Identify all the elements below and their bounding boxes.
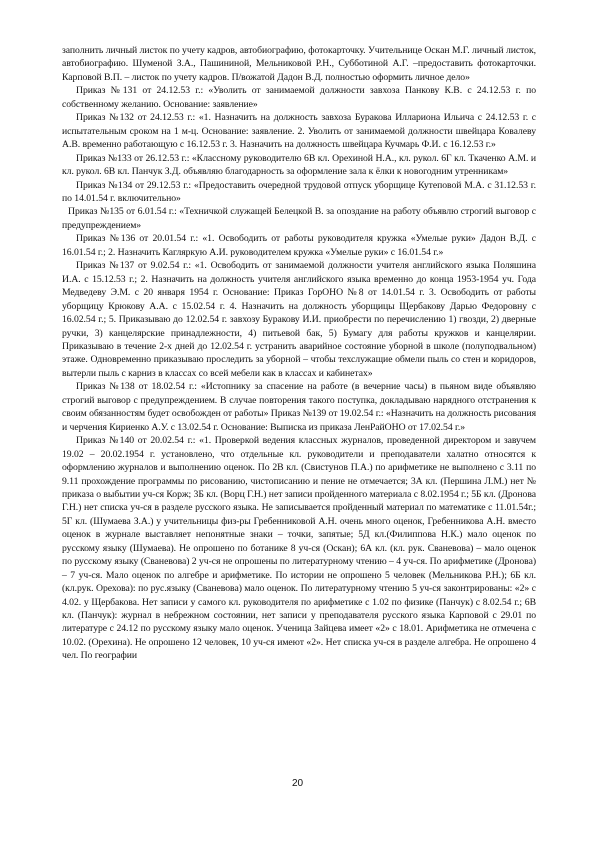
paragraph-continuation: заполнить личный листок по учету кадров, автобиографию, фотокарточку. Учительнице Оскан М.Г. личный листок, автобиографию. Шуменой З.А., Пашининой, Мельниковой Р.Н., Субботиной А.Г. –предоставить фотокарточки. Карповой В.П. – листок по учету кадров. П/вожатой Дадон В.Д. полностью оформить личное дело» bbox=[62, 45, 536, 83]
document-page bbox=[62, 44, 536, 663]
paragraph-order-133: Приказ №133 от 26.12.53 г.: «Классному руководителю 6В кл. Орехиной Н.А., кл. рукол. 6Г кл. Ткаченко А.М. и кл. рукол. 6В кл. Панчук З.Д. объявляю благодарность за оформление зала к ёлки к новогодним утренникам» bbox=[62, 152, 536, 178]
paragraph-order-135: Приказ №135 от 6.01.54 г.: «Техничкой служащей Белецкой В. за опоздание на работу объявлю строгий выговор с предупреждением» bbox=[62, 206, 536, 231]
paragraph-order-131: Приказ №131 от 24.12.53 г.: «Уволить от занимаемой должности завхоза Панкову К.В. с 24.12.53 г. по собственному желанию. Основание: заявление» bbox=[62, 85, 536, 110]
paragraph-order-132: Приказ №132 от 24.12.53 г.: «1. Назначить на должность завхоза Буракова Иллариона Ильича с 24.12.53 г. с испытательным сроком на 1 м-ц. Основание: заявление. 2. Уволить от занимаемой должности швейцара Ковалеву А.В. временно работающую с 16.12.53 г. 3. Назначить на должность швейцара Кучмарь Ф.И. с 16.12.53 г.» bbox=[62, 112, 536, 151]
paragraph-order-137: Приказ №137 от 9.02.54 г.: «1. Освободить от занимаемой должности учителя английского языка Поляшина И.А. с 15.12.53 г.; 2. Назначить на должность учителя английского языка временно до конца 1953-1954 уч. Года Медведеву Э.М. с 20 января 1954 г. Основание: Приказ ГорОНО №8 от 14.01.54 г. 3. Освободить от работы уборщицу Крюкову А.А. с 15.02.54 г. 4. Назначить на должность уборщицы Щербакову Дарью Федоровну с 16.02.54 г.; 5. Приказываю до 12.02.54 г. завхозу Буракову И.И. приобрести по перечислению 1) гвозди, 2) дверные ручки, 3) канцелярские принадлежности, 4) питьевой бак, 5) Бумагу для работы кружков и канцелярии. Приказываю в течение 2-х дней до 12.02.54 г. устранить аварийное состояние уборной в школе (полуподвальном) этаже. Одновременно приказываю проследить за уборной – чтобы техслужащие обмели пыль со стен и коридоров, вытерли пыль с карниз в классах со всей мебели как в классах и кабинетах» bbox=[62, 260, 536, 379]
paragraph-order-138-139: Приказ №138 от 18.02.54 г.: «Истопнику за спасение на работе (в вечерние часы) в пьяном виде объявляю строгий выговор с предупреждением. В случае повторения такого поступка, докладываю нарядного отстранения к своим обязанностям будет освобожден от работы» Приказ №139 от 19.02.54 г.: «Назначить на должность рисования и черчения Кириенко А.У. с 13.02.54 г. Основание: Выписка из приказа ЛенРайОНО от 17.02.54 г.» bbox=[62, 381, 536, 433]
paragraph-order-140: Приказ №140 от 20.02.54 г.: «1. Проверкой ведения классных журналов, проведенной директором и завучем 19.02 – 20.02.1954 г. установлено, что отдельные кл. руководители и преподаватели халатно относятся к оформлению журналов и выполнению оценок. По 2В кл. (Свистунов П.А.) по арифметике не выполнено с 3.11 по 9.11 прохождение программы по рисованию, чистописанию и пение не отмечается; 3А кл. (Першина Л.М.) нет № приказа о выбытии уч-ся Корж; 3Б кл. (Ворц Г.Н.) нет записи пройденного материала с 8.02.1954 г.; 5Б кл. (Дронова Г.Н.) нет списка уч-ся в разделе русского языка. Не записывается пройденный материал по математике с 11.01.54г.; 5Г кл. (Шумаева З.А.) у учительницы физ-ры Гребенниковой А.Н. очень много оценок, Гребенникова А.Н. вместо оценок в журнале выставляет непонятные знаки – точки, запятые; 5Д кл.(Филиппова Н.К.) мало оценок по русскому языку (Шумаева). Не опрошено по ботанике 8 уч-ся (Оскан); 6А кл. (кл. рук. Сваневова) – мало оценок по русскому языку (Сваневова) 2 уч-ся не опрошены по литературному чтению – 4 уч-ся. По арифметике (Дронова) – 7 уч-ся. Мало оценок по алгебре и арифметике. По истории не опрошено 5 человек (Мельникова Р.Н.); 6Б кл. (кл.рук. Орехова): по рус.языку (Сваневова) мало оценок. По литературному чтению 5 уч-ся законтрированы: «2» с 4.02. у Щербакова. Нет записи у самого кл. руководителя по арифметике с 1.02 по физике (Панчук) с 8.02.54 г.; 6В кл. (Панчук): журнал в небрежном состоянии, нет записи у преподавателя русского языка Карповой с 29.01 по литературе с 24.12 по русскому языку мало оценок. Ученица Зайцева имеет «2» с 18.01. Арифметика не отмечена с 10.02. (Орехина). Не опрошено 12 человек, 10 уч-ся имеют «2». Нет списка уч-ся в разделе алгебра. Не опрошено 4 чел. По географии bbox=[62, 435, 536, 662]
page-number: 20 bbox=[291, 778, 304, 789]
paragraph-order-134: Приказ №134 от 29.12.53 г.: «Предоставить очередной трудовой отпуск уборщице Кутеповой М.А. с 31.12.53 г. по 14.01.54 г. включительно» bbox=[62, 179, 536, 204]
paragraph-order-136: Приказ №136 от 20.01.54 г.: «1. Освободить от работы руководителя кружка «Умелые руки» Дадон В.Д. с 16.01.54 г.; 2. Назначить Кагляркую А.И. руководителем кружка «Умелые руки» с 16.01.54 г.» bbox=[62, 233, 536, 258]
